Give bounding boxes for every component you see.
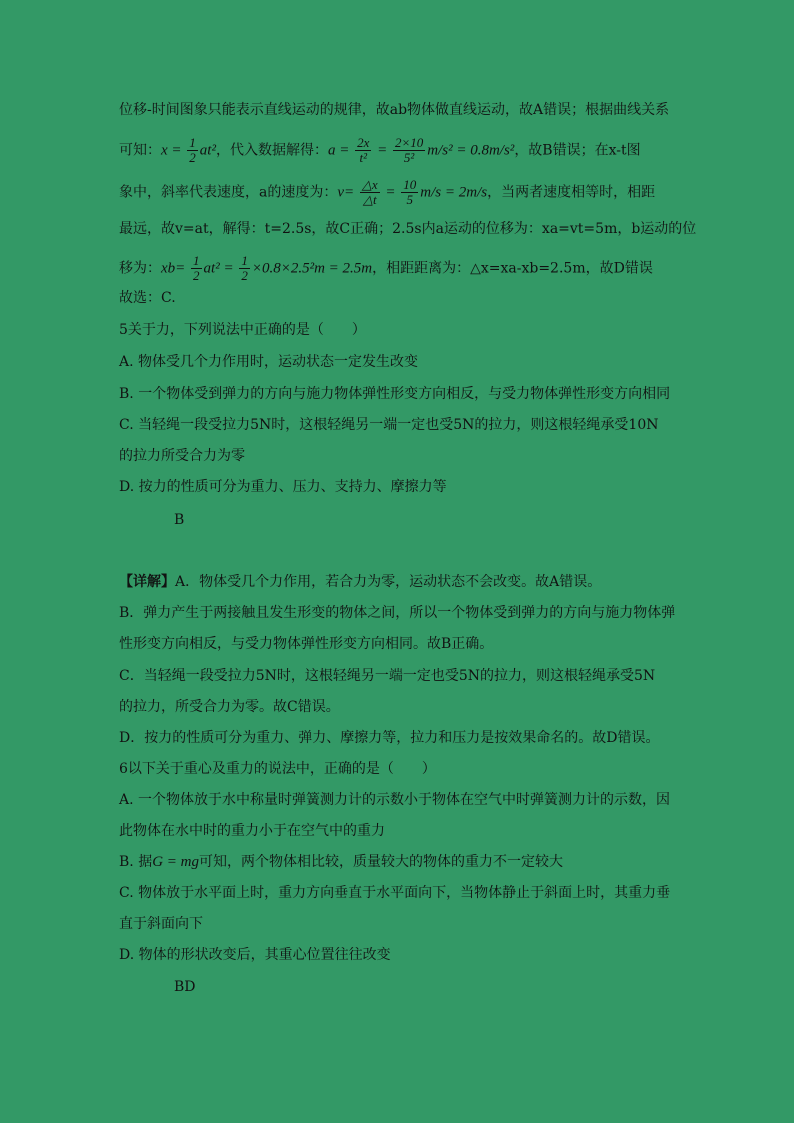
solution-line-4: 最远，故v=at，解得：t=2.5s，故C正确；2.5s内a运动的位移为：xa=vt=5m，b运动的位 bbox=[119, 221, 697, 237]
q5-detail-d: D．按力的性质可分为重力、弹力、摩擦力等，拉力和压力是按效果命名的。故D错误。 bbox=[119, 730, 660, 746]
q5-stem: 5关于力，下列说法中正确的是（ ） bbox=[119, 322, 366, 338]
q6-stem: 6以下关于重心及重力的说法中，正确的是（ ） bbox=[119, 761, 436, 777]
q5-option-d: D. 按力的性质可分为重力、压力、支持力、摩擦力等 bbox=[119, 479, 447, 495]
q5-option-c-line2: 的拉力所受合力为零 bbox=[119, 448, 245, 464]
q6-option-a-line1: A. 一个物体放于水中称量时弹簧测力计的示数小于物体在空气中时弹簧测力计的示数，因 bbox=[119, 792, 671, 808]
q5-option-b: B. 一个物体受到弹力的方向与施力物体弹性形变方向相反，与受力物体弹性形变方向相同 bbox=[119, 386, 671, 402]
q5-detail-b-line1: B．弹力产生于两接触且发生形变的物体之间，所以一个物体受到弹力的方向与施力物体弹 bbox=[119, 605, 676, 621]
q5-detail-c-line1: C．当轻绳一段受拉力5N时，这根轻绳另一端一定也受5N的拉力，则这根轻绳承受5N bbox=[119, 668, 656, 684]
q6-option-d: D. 物体的形状改变后，其重心位置往往改变 bbox=[119, 947, 391, 963]
solution-line-1: 位移-时间图象只能表示直线运动的规律，故ab物体做直线运动，故A错误；根据曲线关系 bbox=[119, 102, 670, 118]
q5-answer: B bbox=[174, 512, 185, 528]
solution-line-3: 象中，斜率代表速度，a的速度为：v= $\frac{\triangle x}{\triangle t}$ = $\frac{10}{5}$ m/s = 2m/s，当两者速度相等时，相距 bbox=[119, 177, 656, 207]
q6-option-c-line1: C. 物体放于水平面上时，重力方向垂直于水平面向下，当物体静止于斜面上时，其重力垂 bbox=[119, 885, 671, 901]
q6-option-c-line2: 直于斜面向下 bbox=[119, 916, 203, 932]
q5-detail-a: 【详解】A．物体受几个力作用，若合力为零，运动状态不会改变。故A错误。 bbox=[119, 574, 602, 590]
solution-conclusion: 故选：C. bbox=[119, 290, 176, 306]
q5-option-c-line1: C. 当轻绳一段受拉力5N时，这根轻绳另一端一定也受5N的拉力，则这根轻绳承受10N bbox=[119, 417, 659, 433]
q6-answer: BD bbox=[174, 979, 196, 995]
q5-detail-b-line2: 性形变方向相反，与受力物体弹性形变方向相同。故B正确。 bbox=[119, 636, 494, 652]
q6-option-a-line2: 此物体在水中时的重力小于在空气中的重力 bbox=[119, 823, 385, 839]
solution-line-5: 移为：xb= $\frac{1}{2}$ at² = $\frac{1}{2}$ ×0.8×2.5²m = 2.5m，相距距离为：△x=xa-xb=2.5m，故D错误 bbox=[119, 253, 653, 283]
solution-line-2: 可知：x = $\frac{1}{2}$ at²，代入数据解得：a = $\frac{2x}{\text{t²}}$ = $\frac{2\times 10}{\text{5²}}$ m/s² = 0.8m/s²，故B错误；在x-t图 bbox=[119, 135, 641, 165]
q5-detail-c-line2: 的拉力，所受合力为零。故C错误。 bbox=[119, 699, 340, 715]
q5-option-a: A. 物体受几个力作用时，运动状态一定发生改变 bbox=[119, 354, 419, 370]
q6-option-b: B. 据G = mg可知，两个物体相比较，质量较大的物体的重力不一定较大 bbox=[119, 854, 563, 870]
